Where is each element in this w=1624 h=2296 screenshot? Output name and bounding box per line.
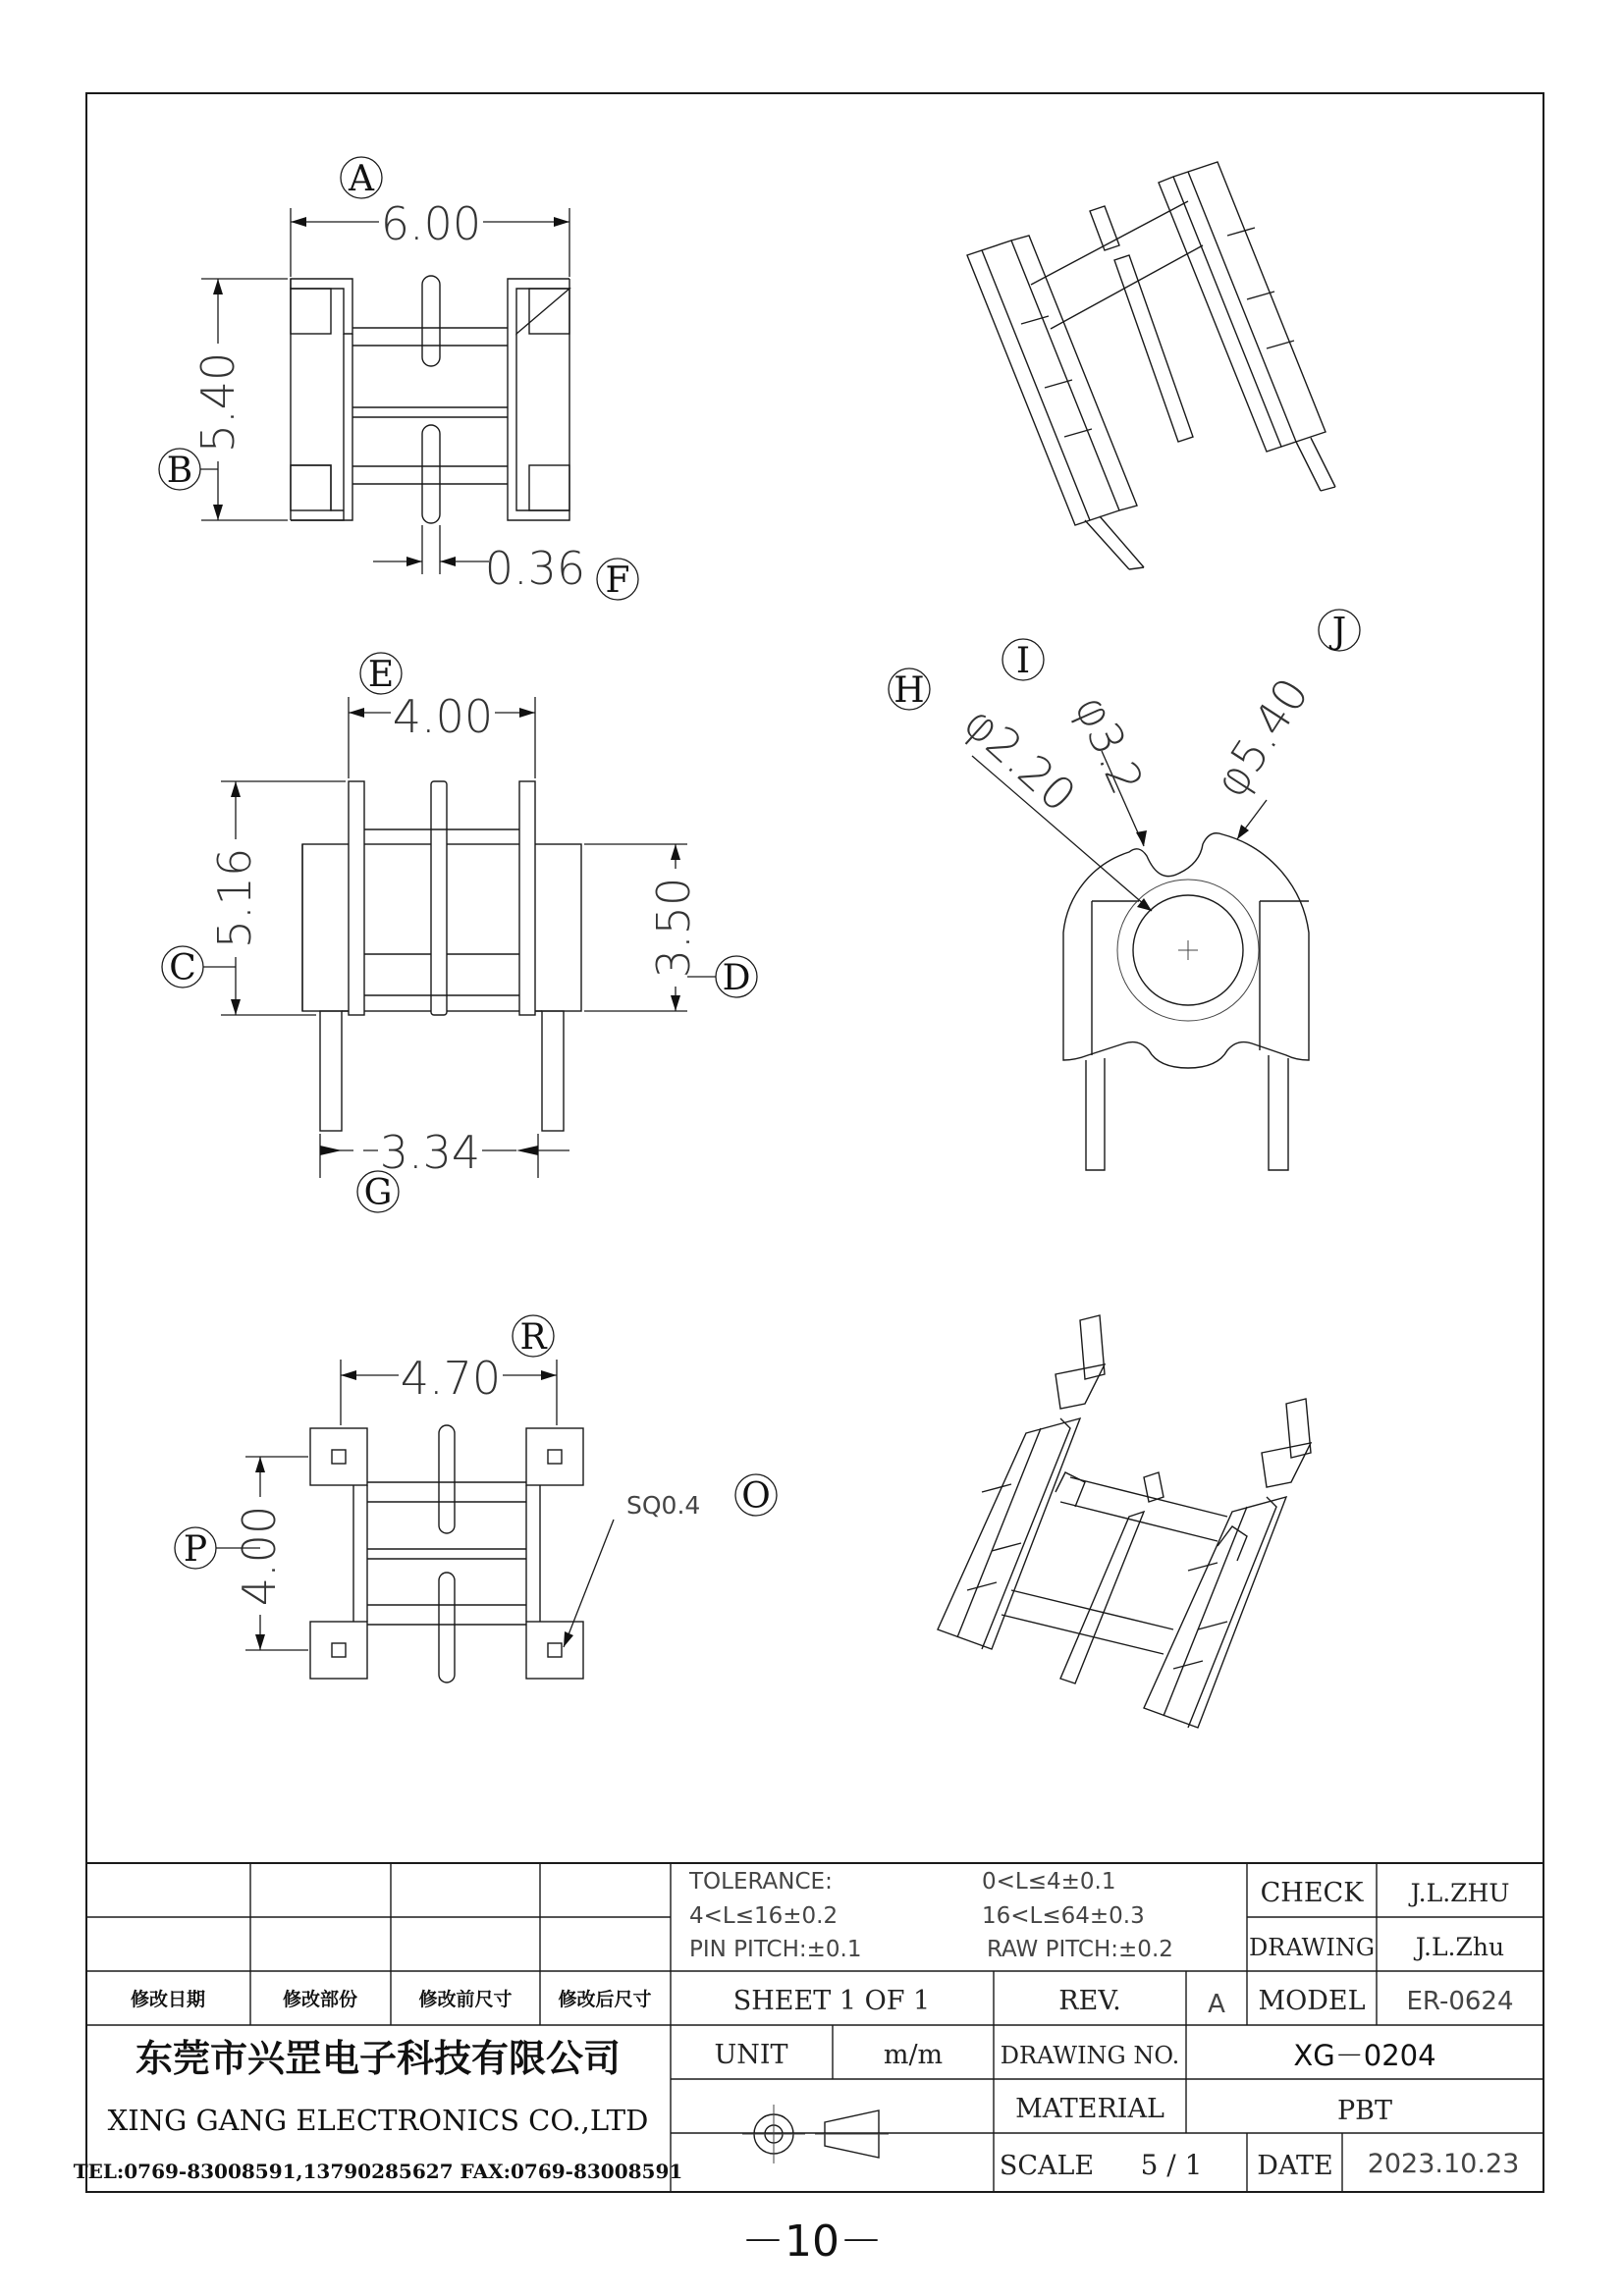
drawing-no-value: XG－0204 bbox=[1293, 2039, 1436, 2072]
dim-r-text: 4.70 bbox=[400, 1352, 502, 1405]
unit-value: m/m bbox=[883, 2040, 944, 2070]
material-value: PBT bbox=[1336, 2096, 1393, 2126]
dim-g-text: 3.34 bbox=[379, 1126, 481, 1179]
dim-d-text: 3.50 bbox=[647, 877, 700, 979]
dim-i-text: φ3.2 bbox=[1063, 687, 1155, 802]
page-number: －10－ bbox=[741, 2216, 883, 2267]
rev-header-date: 修改日期 bbox=[130, 1989, 206, 2010]
check-label: CHECK bbox=[1260, 1878, 1364, 1908]
rev-header-before: 修改前尺寸 bbox=[418, 1989, 513, 2010]
label-i: I bbox=[1015, 641, 1031, 681]
unit-label: UNIT bbox=[714, 2040, 788, 2070]
company-contact: TEL:0769-83008591,13790285627 FAX:0769-83008591 bbox=[73, 2160, 683, 2183]
dim-p-text: 4.00 bbox=[233, 1505, 286, 1607]
scale-label: SCALE bbox=[999, 2151, 1095, 2181]
tolerance-2: 4<L≤16±0.2 bbox=[689, 1903, 839, 1929]
label-d: D bbox=[722, 958, 751, 998]
raw-pitch: RAW PITCH:±0.2 bbox=[987, 1937, 1173, 1962]
company-name-cn: 东莞市兴罡电子科技有限公司 bbox=[135, 2037, 622, 2080]
drawing-label: DRAWING bbox=[1249, 1934, 1375, 1961]
drawing-value: J.L.Zhu bbox=[1415, 1933, 1505, 1961]
model-label: MODEL bbox=[1258, 1986, 1366, 2016]
drawing-no-label: DRAWING NO. bbox=[1000, 2042, 1180, 2069]
rev-header-after: 修改后尺寸 bbox=[558, 1989, 652, 2010]
bottom-view bbox=[175, 1315, 777, 1682]
dim-f-text: 0.36 bbox=[484, 542, 586, 595]
dim-j-text: φ5.40 bbox=[1203, 667, 1320, 807]
label-r: R bbox=[519, 1317, 547, 1358]
label-b: B bbox=[166, 451, 193, 491]
isometric-view-1 bbox=[967, 162, 1335, 569]
material-label: MATERIAL bbox=[1015, 2094, 1164, 2124]
date-value: 2023.10.23 bbox=[1367, 2149, 1520, 2179]
scale-value: 5 / 1 bbox=[1140, 2149, 1203, 2181]
dim-a-text: 6.00 bbox=[380, 197, 482, 250]
company-name-en: XING GANG ELECTRONICS CO.,LTD bbox=[107, 2104, 649, 2137]
label-g: G bbox=[363, 1173, 393, 1213]
tolerance-1: 0<L≤4±0.1 bbox=[982, 1869, 1116, 1895]
rev-value: A bbox=[1208, 1990, 1225, 2019]
label-h: H bbox=[893, 670, 925, 711]
sheet-text: SHEET 1 OF 1 bbox=[732, 1986, 931, 2016]
projection-symbol bbox=[742, 2105, 889, 2163]
label-a: A bbox=[349, 159, 374, 199]
rev-header-part: 修改部份 bbox=[282, 1989, 358, 2010]
note-sq-text: SQ0.4 bbox=[626, 1491, 701, 1520]
tolerance-label: TOLERANCE: bbox=[689, 1869, 833, 1895]
isometric-view-2 bbox=[938, 1315, 1311, 1728]
top-view bbox=[159, 157, 638, 601]
date-label: DATE bbox=[1257, 2151, 1333, 2181]
label-f: F bbox=[605, 561, 630, 601]
dim-b-text: 5.40 bbox=[191, 351, 244, 454]
tolerance-3: 16<L≤64±0.3 bbox=[982, 1903, 1145, 1929]
dim-h-text: φ2.20 bbox=[953, 695, 1087, 823]
label-p: P bbox=[183, 1529, 208, 1570]
side-view bbox=[889, 610, 1360, 1170]
dim-c-text: 5.16 bbox=[208, 847, 261, 949]
label-j: J bbox=[1331, 612, 1347, 652]
label-e: E bbox=[367, 655, 395, 695]
rev-label: REV. bbox=[1058, 1986, 1121, 2016]
label-c: C bbox=[169, 948, 196, 988]
pin-pitch: PIN PITCH:±0.1 bbox=[689, 1937, 862, 1962]
label-o: O bbox=[741, 1476, 771, 1517]
model-value: ER-0624 bbox=[1406, 1987, 1514, 2016]
title-block bbox=[74, 1863, 1543, 2192]
check-value: J.L.ZHU bbox=[1410, 1879, 1510, 1907]
dim-e-text: 4.00 bbox=[392, 690, 494, 743]
front-view bbox=[162, 653, 757, 1213]
